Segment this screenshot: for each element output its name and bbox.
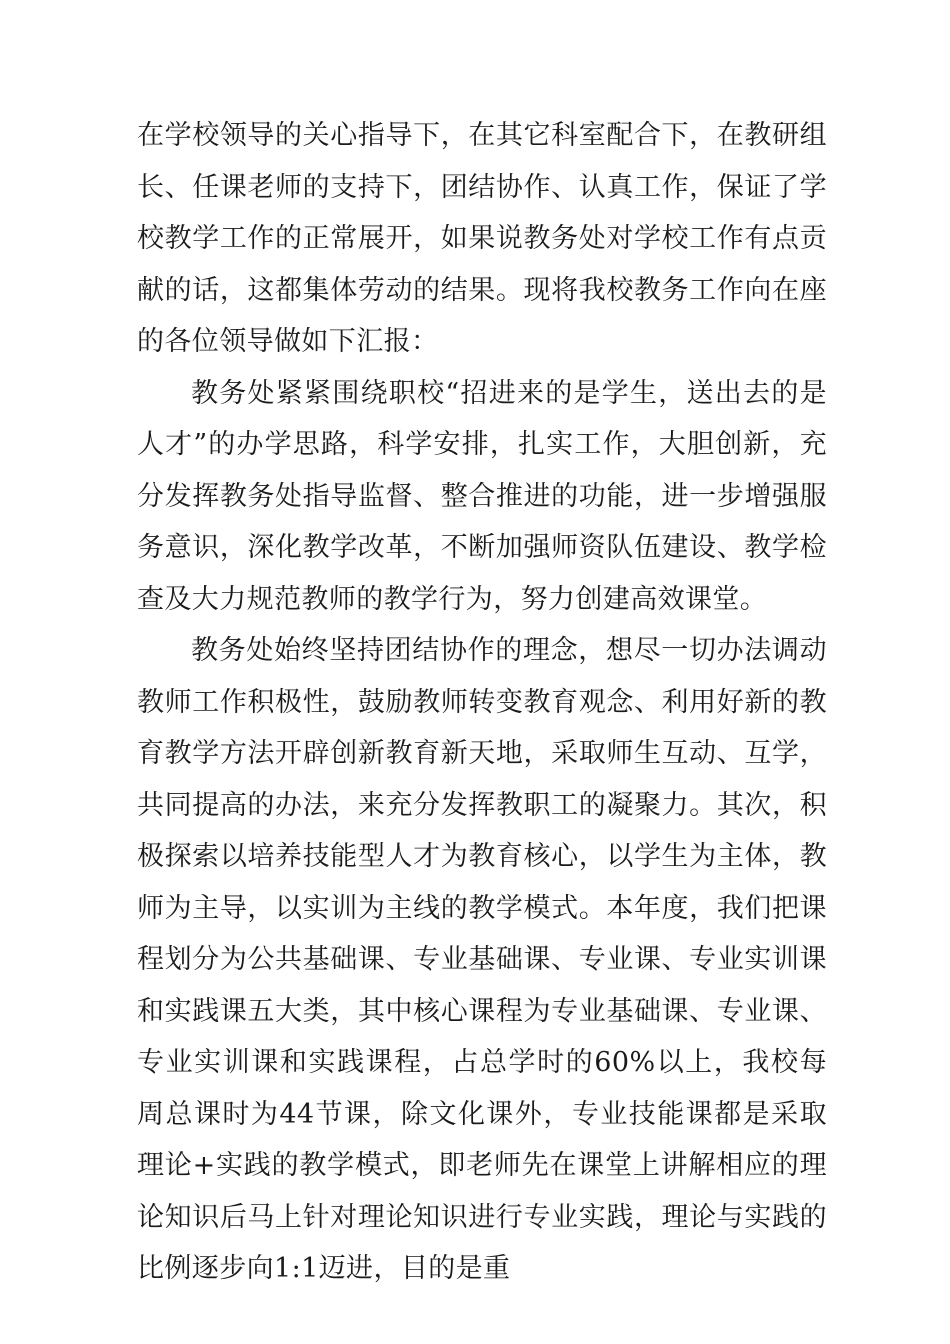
paragraph-2: 教务处紧紧围绕职校“招进来的是学生，送出去的是人才”的办学思路，科学安排，扎实工作，大胆创新，充分发挥教务处指导监督、整合推进的功能，进一步增强服务意识，深化教学改革，不断加强师资队伍建设、教学检查及大力规范教师的教学行为，努力创建高效课堂。 xyxy=(137,377,827,615)
paragraph-1: 在学校领导的关心指导下，在其它科室配合下，在教研组长、任课老师的支持下，团结协作、认真工作，保证了学校教学工作的正常展开，如果说教务处对学校工作有点贡献的话，这都集体劳动的结果。现将我校教务工作向在座的各位领导做如下汇报： xyxy=(137,120,827,357)
paragraph-3: 教务处始终坚持团结协作的理念，想尽一切办法调动教师工作积极性，鼓励教师转变教育观念、利用好新的教育教学方法开辟创新教育新天地，采取师生互动、互学，共同提高的办法，来充分发挥教职工的凝聚力。其次，积极探索以培养技能型人才为教育核心，以学生为主体，教师为主导，以实训为主线的教学模式。本年度，我们把课程划分为公共基础课、专业基础课、专业课、专业实训课和实践课五大类，其中核心课程为专业基础课、专业课、专业实训课和实践课程，占总学时的60%以上，我校每周总课时为44节课，除文化课外，专业技能课都是采取理论+实践的教学模式，即老师先在课堂上讲解相应的理论知识后马上针对理论知识进行专业实践，理论与实践的比例逐步向1:1迈进，目的是重 xyxy=(137,635,827,1284)
document-body xyxy=(137,110,827,1295)
